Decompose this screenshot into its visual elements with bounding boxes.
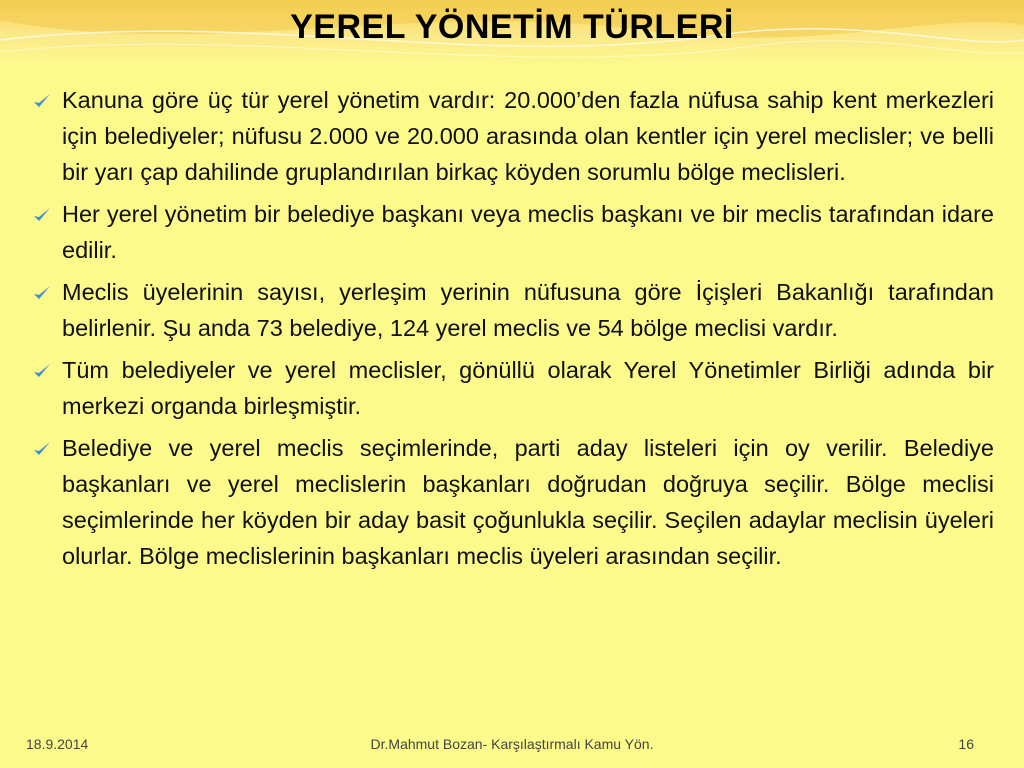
footer-author: Dr.Mahmut Bozan- Karşılaştırmalı Kamu Yön. — [370, 736, 654, 752]
checkmark-icon — [32, 205, 52, 225]
bullet-text: Meclis üyelerinin sayısı, yerleşim yerinin nüfusuna göre İçişleri Bakanlığı tarafından belirlenir. Şu anda 73 belediye, 124 yerel meclis ve 54 bölge meclisi vardır. — [62, 279, 994, 341]
bullet-text: Her yerel yönetim bir belediye başkanı veya meclis başkanı ve bir meclis tarafından idare edilir. — [62, 201, 994, 263]
bullet-item — [30, 274, 994, 346]
bullet-text: Tüm belediyeler ve yerel meclisler, gönüllü olarak Yerel Yönetimler Birliği adında bir merkezi organda birleşmiştir. — [62, 357, 994, 419]
bullet-list — [30, 82, 994, 580]
checkmark-icon — [32, 361, 52, 381]
bullet-item — [30, 82, 994, 190]
checkmark-icon — [32, 439, 52, 459]
bullet-item — [30, 430, 994, 574]
slide-title: YEREL YÖNETİM TÜRLERİ — [290, 8, 734, 46]
bullet-item — [30, 196, 994, 268]
page-number: 16 — [958, 736, 974, 752]
checkmark-icon — [32, 283, 52, 303]
checkmark-icon — [32, 91, 52, 111]
bullet-text: Belediye ve yerel meclis seçimlerinde, parti aday listeleri için oy verilir. Belediye başkanları ve yerel meclislerin başkanları doğrudan doğruya seçilir. Bölge meclisi seçimlerinde her köyden bir aday basit çoğunlukla seçilir. Seçilen adaylar meclisin üyeleri olurlar. Bölge meclislerinin başkanları meclis üyeleri arasından seçilir. — [62, 435, 994, 569]
bullet-text: Kanuna göre üç tür yerel yönetim vardır: 20.000’den fazla nüfusa sahip kent merkezleri için belediyeler; nüfusu 2.000 ve 20.000 arasında olan kentler için yerel meclisler; ve belli bir yarı çap dahilinde gruplandırılan birkaç köyden sorumlu bölge meclisleri. — [62, 87, 994, 185]
bullet-item — [30, 352, 994, 424]
footer-date: 18.9.2014 — [26, 736, 89, 752]
